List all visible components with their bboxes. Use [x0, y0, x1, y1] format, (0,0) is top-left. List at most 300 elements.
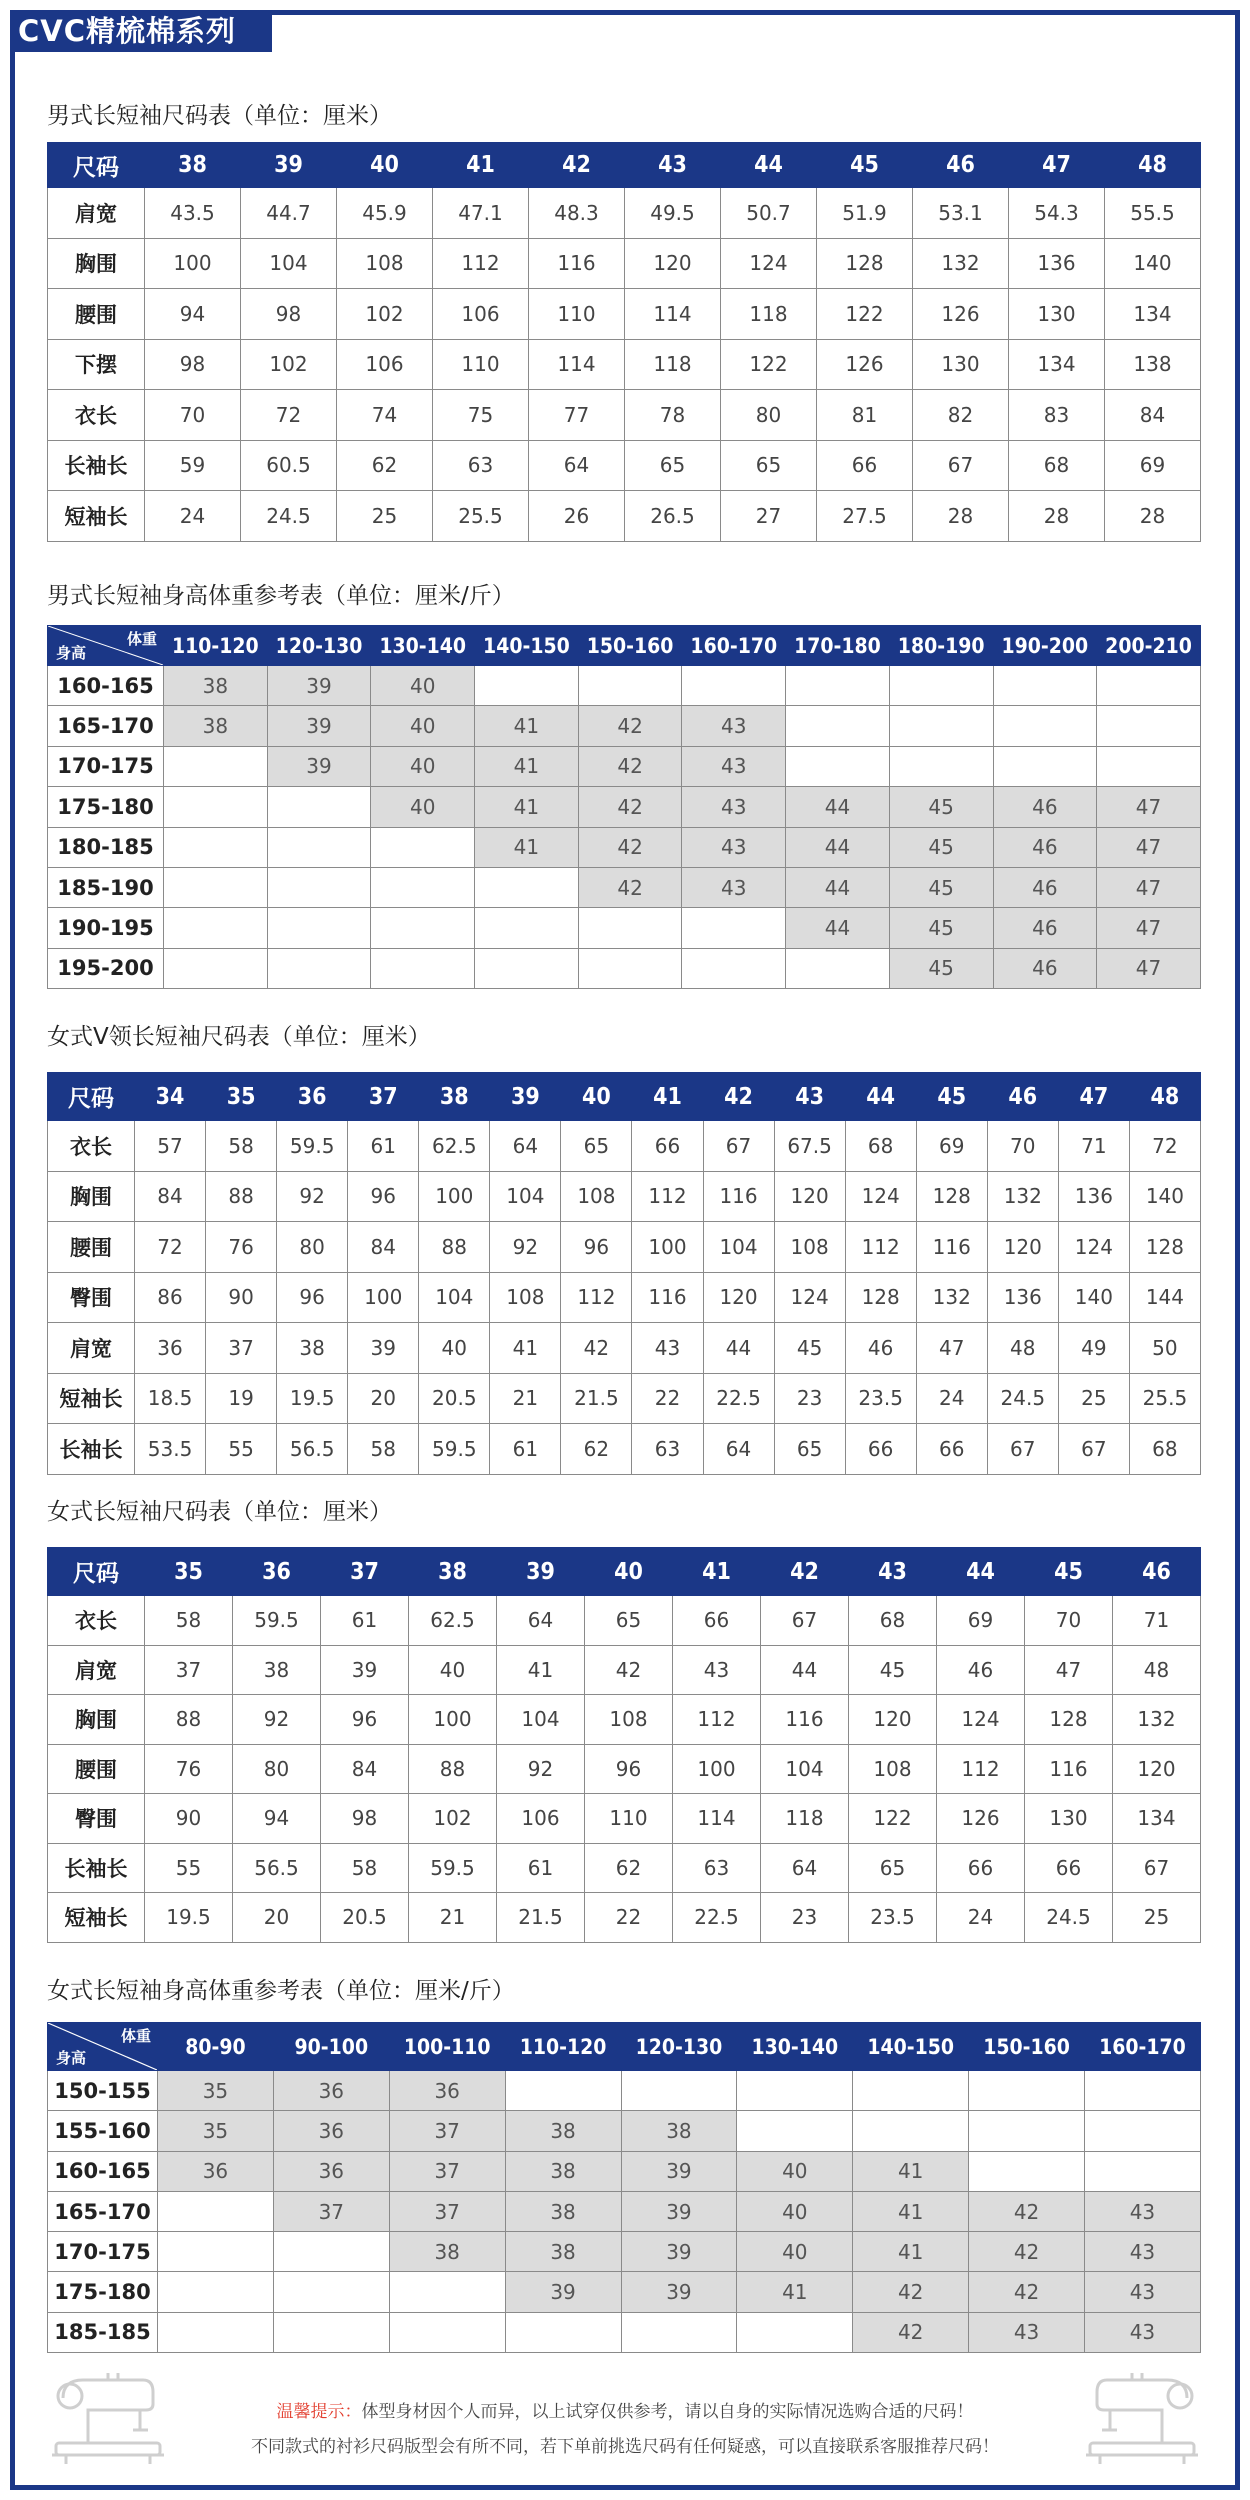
- table-cell: 38: [505, 2232, 621, 2272]
- table-row: [48, 827, 1201, 867]
- table-cell: [969, 2151, 1085, 2191]
- table-cell: [786, 706, 890, 746]
- table-cell: 124: [774, 1272, 845, 1323]
- table-cell: 110: [529, 289, 625, 340]
- row-label: 短袖长: [48, 1893, 145, 1943]
- table-cell: 23.5: [845, 1373, 916, 1424]
- table-row: [48, 1695, 1201, 1745]
- header-cell-size: 42: [529, 143, 625, 188]
- table-cell: 102: [337, 289, 433, 340]
- table-cell: 21: [409, 1893, 497, 1943]
- table-cell: 100: [348, 1272, 419, 1323]
- table-cell: 98: [145, 339, 241, 390]
- header-cell-size: 36: [233, 1548, 321, 1596]
- table-cell: 112: [673, 1695, 761, 1745]
- table-cell: 92: [233, 1695, 321, 1745]
- row-label: 下摆: [48, 339, 145, 390]
- table-cell: 140: [1129, 1171, 1200, 1222]
- table-cell: 116: [529, 238, 625, 289]
- table-cell: 61: [348, 1121, 419, 1172]
- row-label-height-range: 170-175: [48, 746, 164, 786]
- header-cell-size: 39: [490, 1073, 561, 1121]
- women-size-table-title: 女式长短袖尺码表（单位：厘米）: [47, 1499, 392, 1525]
- table-cell: 64: [703, 1424, 774, 1475]
- table-cell: 106: [433, 289, 529, 340]
- header-cell-weight-range: 150-160: [969, 2023, 1085, 2071]
- table-cell: 47: [1025, 1645, 1113, 1695]
- table-cell: 120: [703, 1272, 774, 1323]
- table-cell: 41: [853, 2151, 969, 2191]
- table-cell: 78: [625, 390, 721, 441]
- table-cell: 23.5: [849, 1893, 937, 1943]
- table-cell: 40: [737, 2232, 853, 2272]
- table-cell: 69: [916, 1121, 987, 1172]
- table-cell: 62.5: [419, 1121, 490, 1172]
- table-row: [48, 1171, 1201, 1222]
- table-cell: 92: [497, 1744, 585, 1794]
- table-cell: 83: [1009, 390, 1105, 441]
- table-row: [48, 1744, 1201, 1794]
- row-label: 衣长: [48, 390, 145, 441]
- table-cell: 64: [490, 1121, 561, 1172]
- table-cell: 96: [585, 1744, 673, 1794]
- table-cell: 67: [703, 1121, 774, 1172]
- table-row: [48, 390, 1201, 441]
- table-cell: 63: [433, 440, 529, 491]
- table-row: [48, 289, 1201, 340]
- table-cell: [267, 908, 371, 948]
- row-label: 腰围: [48, 289, 145, 340]
- table-row: [48, 2312, 1201, 2352]
- row-label: 肩宽: [48, 1645, 145, 1695]
- table-cell: [158, 2232, 274, 2272]
- table-cell: 124: [721, 238, 817, 289]
- row-label-height-range: 160-165: [48, 2151, 158, 2191]
- table-cell: 74: [337, 390, 433, 441]
- table-cell: 136: [987, 1272, 1058, 1323]
- table-cell: 80: [233, 1744, 321, 1794]
- header-cell-weight-range: 190-200: [993, 626, 1097, 666]
- table-cell: 44.7: [241, 188, 337, 239]
- table-cell: [993, 746, 1097, 786]
- header-row: [48, 2023, 1201, 2071]
- table-cell: [853, 2111, 969, 2151]
- table-cell: 76: [206, 1222, 277, 1273]
- table-cell: [267, 827, 371, 867]
- table-cell: 65: [585, 1596, 673, 1646]
- table-cell: 63: [673, 1843, 761, 1893]
- table-cell: 48.3: [529, 188, 625, 239]
- row-label: 臀围: [48, 1794, 145, 1844]
- table-cell: 41: [475, 787, 579, 827]
- women-vneck-size-table-title: 女式V领长短袖尺码表（单位：厘米）: [47, 1024, 431, 1050]
- table-cell: [853, 2071, 969, 2111]
- table-row: [48, 2151, 1201, 2191]
- header-cell-size: 41: [673, 1548, 761, 1596]
- table-cell: 110: [585, 1794, 673, 1844]
- header-cell-size: 45: [1025, 1548, 1113, 1596]
- table-cell: 20.5: [419, 1373, 490, 1424]
- header-cell-size: 35: [145, 1548, 233, 1596]
- table-cell: 46: [993, 827, 1097, 867]
- table-cell: 56.5: [233, 1843, 321, 1893]
- table-cell: 24.5: [241, 491, 337, 542]
- table-cell: 84: [1105, 390, 1201, 441]
- table-cell: 18.5: [135, 1373, 206, 1424]
- table-cell: 98: [321, 1794, 409, 1844]
- header-cell-weight-range: 160-170: [682, 626, 786, 666]
- table-cell: 41: [475, 746, 579, 786]
- table-cell: 108: [774, 1222, 845, 1273]
- table-cell: [505, 2071, 621, 2111]
- table-cell: 134: [1113, 1794, 1201, 1844]
- table-cell: 45.9: [337, 188, 433, 239]
- header-cell-weight-range: 100-110: [389, 2023, 505, 2071]
- table-cell: 38: [621, 2111, 737, 2151]
- table-cell: 120: [625, 238, 721, 289]
- header-cell-size: 40: [561, 1073, 632, 1121]
- table-cell: 43: [682, 706, 786, 746]
- table-cell: 55.5: [1105, 188, 1201, 239]
- table-cell: [158, 2272, 274, 2312]
- men-height-weight-table-title: 男式长短袖身高体重参考表（单位：厘米/斤）: [47, 583, 515, 609]
- table-cell: [1085, 2151, 1201, 2191]
- table-cell: 106: [337, 339, 433, 390]
- header-cell-size: 40: [585, 1548, 673, 1596]
- table-row: [48, 238, 1201, 289]
- row-label-height-range: 180-185: [48, 827, 164, 867]
- table-cell: 58: [206, 1121, 277, 1172]
- header-row: [48, 1073, 1201, 1121]
- table-cell: [1097, 666, 1201, 706]
- table-cell: 38: [277, 1323, 348, 1374]
- table-cell: 80: [721, 390, 817, 441]
- table-cell: 47: [1097, 948, 1201, 988]
- table-row: [48, 2232, 1201, 2272]
- table-cell: 22: [632, 1373, 703, 1424]
- header-cell-size: 44: [937, 1548, 1025, 1596]
- table-cell: [371, 827, 475, 867]
- table-cell: 47: [1097, 867, 1201, 907]
- table-cell: 64: [529, 440, 625, 491]
- table-cell: [889, 666, 993, 706]
- row-label: 腰围: [48, 1744, 145, 1794]
- table-cell: 132: [1113, 1695, 1201, 1745]
- row-label-height-range: 150-155: [48, 2071, 158, 2111]
- header-cell-size: 37: [321, 1548, 409, 1596]
- table-cell: 124: [845, 1171, 916, 1222]
- table-cell: 116: [632, 1272, 703, 1323]
- header-cell-weight-range: 110-120: [505, 2023, 621, 2071]
- table-cell: 43: [673, 1645, 761, 1695]
- table-cell: 42: [578, 827, 682, 867]
- table-cell: 72: [135, 1222, 206, 1273]
- header-cell-size: 43: [625, 143, 721, 188]
- table-cell: 132: [916, 1272, 987, 1323]
- table-cell: 116: [1025, 1744, 1113, 1794]
- table-cell: 45: [774, 1323, 845, 1374]
- table-cell: 28: [913, 491, 1009, 542]
- table-cell: [389, 2312, 505, 2352]
- table-cell: 25: [1113, 1893, 1201, 1943]
- table-cell: 43: [682, 787, 786, 827]
- table-cell: 67: [913, 440, 1009, 491]
- table-cell: 58: [321, 1843, 409, 1893]
- table-cell: 58: [348, 1424, 419, 1475]
- table-cell: 66: [673, 1596, 761, 1646]
- table-row: [48, 867, 1201, 907]
- table-cell: 120: [1113, 1744, 1201, 1794]
- header-cell-size: 46: [987, 1073, 1058, 1121]
- table-cell: 41: [490, 1323, 561, 1374]
- header-cell-size: 47: [1009, 143, 1105, 188]
- table-cell: 25.5: [1129, 1373, 1200, 1424]
- table-cell: 53.1: [913, 188, 1009, 239]
- header-cell-size: 39: [497, 1548, 585, 1596]
- table-cell: 38: [233, 1645, 321, 1695]
- table-cell: 116: [916, 1222, 987, 1273]
- table-row: [48, 1121, 1201, 1172]
- header-cell-size: 38: [409, 1548, 497, 1596]
- table-cell: 114: [673, 1794, 761, 1844]
- table-cell: 57: [135, 1121, 206, 1172]
- table-cell: [273, 2232, 389, 2272]
- men-size-table: [47, 142, 1201, 542]
- row-label: 胸围: [48, 1695, 145, 1745]
- header-cell-size: 40: [337, 143, 433, 188]
- table-cell: 70: [987, 1121, 1058, 1172]
- table-cell: [158, 2191, 274, 2231]
- header-cell-weight-range: 160-170: [1085, 2023, 1201, 2071]
- table-cell: [371, 867, 475, 907]
- table-cell: [621, 2312, 737, 2352]
- table-cell: [786, 948, 890, 988]
- table-cell: 65: [561, 1121, 632, 1172]
- table-cell: 128: [1129, 1222, 1200, 1273]
- table-cell: [475, 666, 579, 706]
- table-cell: 128: [916, 1171, 987, 1222]
- table-cell: 102: [241, 339, 337, 390]
- table-cell: 24.5: [987, 1373, 1058, 1424]
- table-cell: 42: [969, 2191, 1085, 2231]
- table-cell: 122: [849, 1794, 937, 1844]
- corner-weight-label: 体重: [126, 630, 157, 648]
- row-label: 短袖长: [48, 1373, 135, 1424]
- table-cell: 39: [621, 2191, 737, 2231]
- table-cell: 116: [703, 1171, 774, 1222]
- table-row: [48, 2191, 1201, 2231]
- table-cell: 40: [737, 2151, 853, 2191]
- table-cell: 47: [1097, 827, 1201, 867]
- table-cell: 66: [632, 1121, 703, 1172]
- table-cell: 118: [761, 1794, 849, 1844]
- table-cell: 43: [969, 2312, 1085, 2352]
- table-cell: [682, 948, 786, 988]
- series-title-badge: CVC精梳棉系列: [10, 10, 272, 52]
- table-cell: 126: [937, 1794, 1025, 1844]
- table-cell: 112: [433, 238, 529, 289]
- table-cell: 144: [1129, 1272, 1200, 1323]
- table-cell: 51.9: [817, 188, 913, 239]
- table-cell: [889, 706, 993, 746]
- table-cell: 36: [389, 2071, 505, 2111]
- table-cell: 61: [490, 1424, 561, 1475]
- corner-cell: [48, 2023, 158, 2071]
- table-cell: 120: [987, 1222, 1058, 1273]
- row-label: 衣长: [48, 1596, 145, 1646]
- table-cell: 86: [135, 1272, 206, 1323]
- table-cell: 130: [1025, 1794, 1113, 1844]
- table-cell: 19: [206, 1373, 277, 1424]
- table-cell: [371, 948, 475, 988]
- women-size-table: [47, 1547, 1201, 1943]
- header-cell-size: 36: [277, 1073, 348, 1121]
- table-row: [48, 1222, 1201, 1273]
- header-row: [48, 1548, 1201, 1596]
- table-cell: 120: [774, 1171, 845, 1222]
- row-label-height-range: 185-185: [48, 2312, 158, 2352]
- table-cell: 67: [1058, 1424, 1129, 1475]
- table-row: [48, 787, 1201, 827]
- table-cell: 20: [348, 1373, 419, 1424]
- table-cell: 22: [585, 1893, 673, 1943]
- table-cell: 39: [621, 2151, 737, 2191]
- table-cell: 134: [1009, 339, 1105, 390]
- table-cell: 40: [737, 2191, 853, 2231]
- table-cell: 50: [1129, 1323, 1200, 1374]
- row-label-height-range: 190-195: [48, 908, 164, 948]
- row-label-height-range: 170-175: [48, 2232, 158, 2272]
- table-cell: 92: [277, 1171, 348, 1222]
- table-cell: 46: [993, 867, 1097, 907]
- table-cell: 59.5: [277, 1121, 348, 1172]
- table-cell: 65: [721, 440, 817, 491]
- table-row: [48, 339, 1201, 390]
- table-cell: 68: [845, 1121, 916, 1172]
- table-cell: 76: [145, 1744, 233, 1794]
- row-label-height-range: 185-190: [48, 867, 164, 907]
- table-row: [48, 1323, 1201, 1374]
- table-cell: 42: [853, 2272, 969, 2312]
- table-cell: [993, 706, 1097, 746]
- table-cell: 136: [1009, 238, 1105, 289]
- table-cell: 22.5: [673, 1893, 761, 1943]
- table-cell: [475, 948, 579, 988]
- table-cell: 41: [853, 2191, 969, 2231]
- table-cell: 61: [321, 1596, 409, 1646]
- table-cell: 66: [845, 1424, 916, 1475]
- table-cell: [1097, 746, 1201, 786]
- table-cell: 118: [625, 339, 721, 390]
- table-cell: 28: [1105, 491, 1201, 542]
- table-cell: 38: [389, 2232, 505, 2272]
- table-cell: 136: [1058, 1171, 1129, 1222]
- table-cell: 39: [348, 1323, 419, 1374]
- header-cell-weight-range: 110-120: [164, 626, 268, 666]
- table-cell: 41: [497, 1645, 585, 1695]
- header-row: [48, 626, 1201, 666]
- table-cell: 59.5: [409, 1843, 497, 1893]
- table-row: [48, 440, 1201, 491]
- table-cell: 46: [845, 1323, 916, 1374]
- table-cell: [164, 787, 268, 827]
- table-cell: 77: [529, 390, 625, 441]
- table-cell: 62: [585, 1843, 673, 1893]
- table-cell: 124: [937, 1695, 1025, 1745]
- header-cell-size: 42: [703, 1073, 774, 1121]
- header-cell-size: 46: [913, 143, 1009, 188]
- table-cell: 44: [786, 908, 890, 948]
- header-cell-size: 38: [419, 1073, 490, 1121]
- table-cell: 38: [505, 2151, 621, 2191]
- table-cell: 48: [987, 1323, 1058, 1374]
- table-cell: 72: [241, 390, 337, 441]
- table-cell: 116: [761, 1695, 849, 1745]
- table-row: [48, 2071, 1201, 2111]
- table-cell: 130: [913, 339, 1009, 390]
- table-cell: 39: [267, 746, 371, 786]
- table-cell: 50.7: [721, 188, 817, 239]
- table-cell: 47.1: [433, 188, 529, 239]
- header-cell-size: 41: [433, 143, 529, 188]
- table-cell: 19.5: [277, 1373, 348, 1424]
- table-cell: 126: [817, 339, 913, 390]
- table-cell: [737, 2071, 853, 2111]
- table-cell: 26: [529, 491, 625, 542]
- table-cell: 110: [433, 339, 529, 390]
- table-cell: 100: [409, 1695, 497, 1745]
- table-cell: [389, 2272, 505, 2312]
- table-cell: 140: [1105, 238, 1201, 289]
- corner-cell: [48, 626, 164, 666]
- table-cell: 35: [158, 2111, 274, 2151]
- header-row: [48, 143, 1201, 188]
- table-cell: [682, 666, 786, 706]
- table-cell: [164, 948, 268, 988]
- table-cell: 38: [505, 2111, 621, 2151]
- table-cell: 54.3: [1009, 188, 1105, 239]
- table-cell: 104: [241, 238, 337, 289]
- table-cell: 45: [889, 867, 993, 907]
- table-cell: 96: [561, 1222, 632, 1273]
- table-row: [48, 666, 1201, 706]
- table-cell: 41: [737, 2272, 853, 2312]
- table-cell: [969, 2111, 1085, 2151]
- tip-label: 温馨提示：: [276, 2402, 362, 2422]
- table-cell: 59: [145, 440, 241, 491]
- women-height-weight-table: [47, 2022, 1201, 2353]
- row-label-height-range: 165-170: [48, 706, 164, 746]
- table-cell: 38: [164, 706, 268, 746]
- table-cell: 41: [475, 827, 579, 867]
- table-cell: 100: [145, 238, 241, 289]
- table-cell: 47: [1097, 787, 1201, 827]
- table-cell: 45: [889, 948, 993, 988]
- table-cell: 38: [164, 666, 268, 706]
- table-cell: 128: [817, 238, 913, 289]
- table-cell: 23: [774, 1373, 845, 1424]
- row-label-height-range: 160-165: [48, 666, 164, 706]
- table-cell: 96: [321, 1695, 409, 1745]
- corner-weight-label: 体重: [120, 2027, 151, 2045]
- table-cell: 49.5: [625, 188, 721, 239]
- row-label: 臀围: [48, 1272, 135, 1323]
- table-cell: [164, 867, 268, 907]
- header-cell-size: 44: [845, 1073, 916, 1121]
- table-cell: 100: [673, 1744, 761, 1794]
- table-cell: 100: [419, 1171, 490, 1222]
- table-row: [48, 1424, 1201, 1475]
